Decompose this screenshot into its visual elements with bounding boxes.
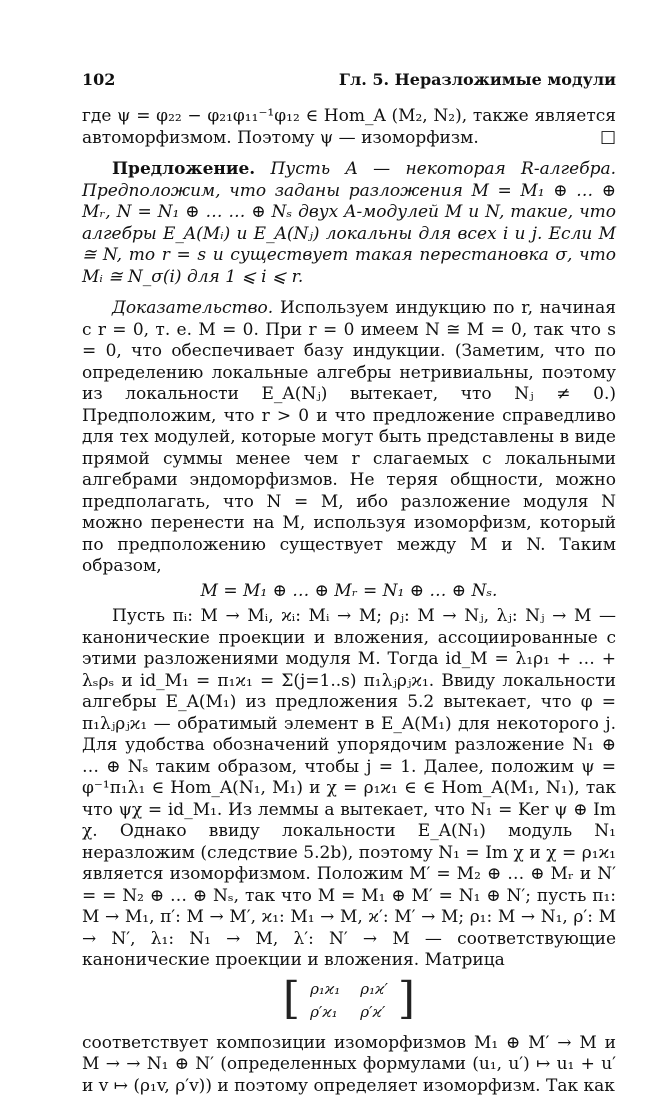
matrix-right-bracket: ] [398,978,415,1025]
proposition-text: Пусть A — некоторая R-алгебра. Предположим, что заданы разложения M = M₁ ⊕ … ⊕ Mᵣ, N = N₁ ⊕ … … ⊕ Nₛ двух A-модулей M и N, такие, что алгебры E_A(Mᵢ) и E_A(Nⱼ) локальны для всех i и j. Если M ≅ N, то r = s и существует такая перестановка σ, что Mᵢ ≅ N_σ(i) для 1 ⩽ i ⩽ r. [82,159,616,287]
page-body [82,106,616,1097]
display-equation: M = M₁ ⊕ … ⊕ Mᵣ = N₁ ⊕ … ⊕ Nₛ. [82,581,616,603]
proof-text: Используем индукцию по r, начиная с r = 0, т. е. M = 0. При r = 0 имеем N ≅ M = 0, так что s = 0, что обеспечивает базу индукции. (Заметим, что по определению локальные алгебры нетривиальны, поэтому из локальности E_A(Nⱼ) вытекает, что Nⱼ ≠ 0.) Предположим, что r > 0 и что предложение справедливо для тех модулей, которые могут быть представлены в виде прямой суммы менее чем r слагаемых с локальными алгебрами эндоморфизмов. Не теряя общности, можно предполагать, что N = M, ибо разложение модуля N можно перенести на M, используя изоморфизм, который по предположению существует между M и N. Таким образом, [82,298,616,576]
page-number: 102 [82,70,115,89]
matrix-cell: ρ′ϰ₁ [300,1001,350,1025]
proposition [82,159,616,288]
paragraph-projections: Пусть πᵢ: M → Mᵢ, ϰᵢ: Mᵢ → M; ρⱼ: M → Nⱼ, λⱼ: Nⱼ → M — канонические проекции и вложения, ассоциированные с этими разложениями модуля M. Тогда id_M = λ₁ρ₁ + … + λₛρₛ и id_M₁ = π₁ϰ₁ = Σ(j=1..s) π₁λⱼρⱼϰ₁. Ввиду локальности алгебры E_A(M₁) из предложения 5.2 вытекает, что φ = π₁λⱼρⱼϰ₁ — обратимый элемент в E_A(M₁) для некоторого j. Для удобства обозначений упорядочим разложение N₁ ⊕ … ⊕ Nₛ таким образом, чтобы j = 1. Далее, положим ψ = φ⁻¹π₁λ₁ ∈ Hom_A(N₁, M₁) и χ = ρ₁ϰ₁ ∈ ∈ Hom_A(M₁, N₁), так что ψχ = id_M₁. Из леммы a вытекает, что N₁ = Ker ψ ⊕ Im χ. Однако ввиду локальности E_A(N₁) модуль N₁ неразложим (следствие 5.2b), поэтому N₁ = Im χ и χ = ρ₁ϰ₁ является изоморфизмом. Положим M′ = M₂ ⊕ … ⊕ Mᵣ и N′ = = N₂ ⊕ … ⊕ Nₛ, так что M = M₁ ⊕ M′ = N₁ ⊕ N′; пусть π₁: M → M₁, π′: M → M′, ϰ₁: M₁ → M, ϰ′: M′ → M; ρ₁: M → N₁, ρ′: M → N′, λ₁: N₁ → M, λ′: N′ → M — соответствующие канонические проекции и вложения. Матрица [82,606,616,972]
qed-symbol: □ [600,127,616,149]
chapter-title: Гл. 5. Неразложимые модули [339,70,616,89]
intro-text: где ψ = φ₂₂ − φ₂₁φ₁₁⁻¹φ₁₂ ∈ Hom_A (M₂, N₂), также является автоморфизмом. Поэтому ψ — изоморфизм. [82,106,616,148]
matrix-cell: ρ′ϰ′ [350,1001,398,1025]
matrix [82,978,616,1025]
matrix-cell: ρ₁ϰ₁ [300,978,350,1002]
running-header [82,70,616,94]
proof-heading: Доказательство. [112,298,273,318]
paragraph-final: соответствует композиции изоморфизмов M₁ ⊕ M′ → M и M → → N₁ ⊕ N′ (определенных формулами (u₁, u′) ↦ u₁ + u′ и v ↦ (ρ₁v, ρ′v)) и поэтому определяет изоморфизм. Так как [82,1033,616,1097]
paragraph-intro [82,106,616,149]
proposition-heading: Предложение. [112,159,255,179]
matrix-cell: ρ₁ϰ′ [350,978,398,1002]
proof-paragraph [82,298,616,578]
matrix-left-bracket: [ [283,978,300,1025]
